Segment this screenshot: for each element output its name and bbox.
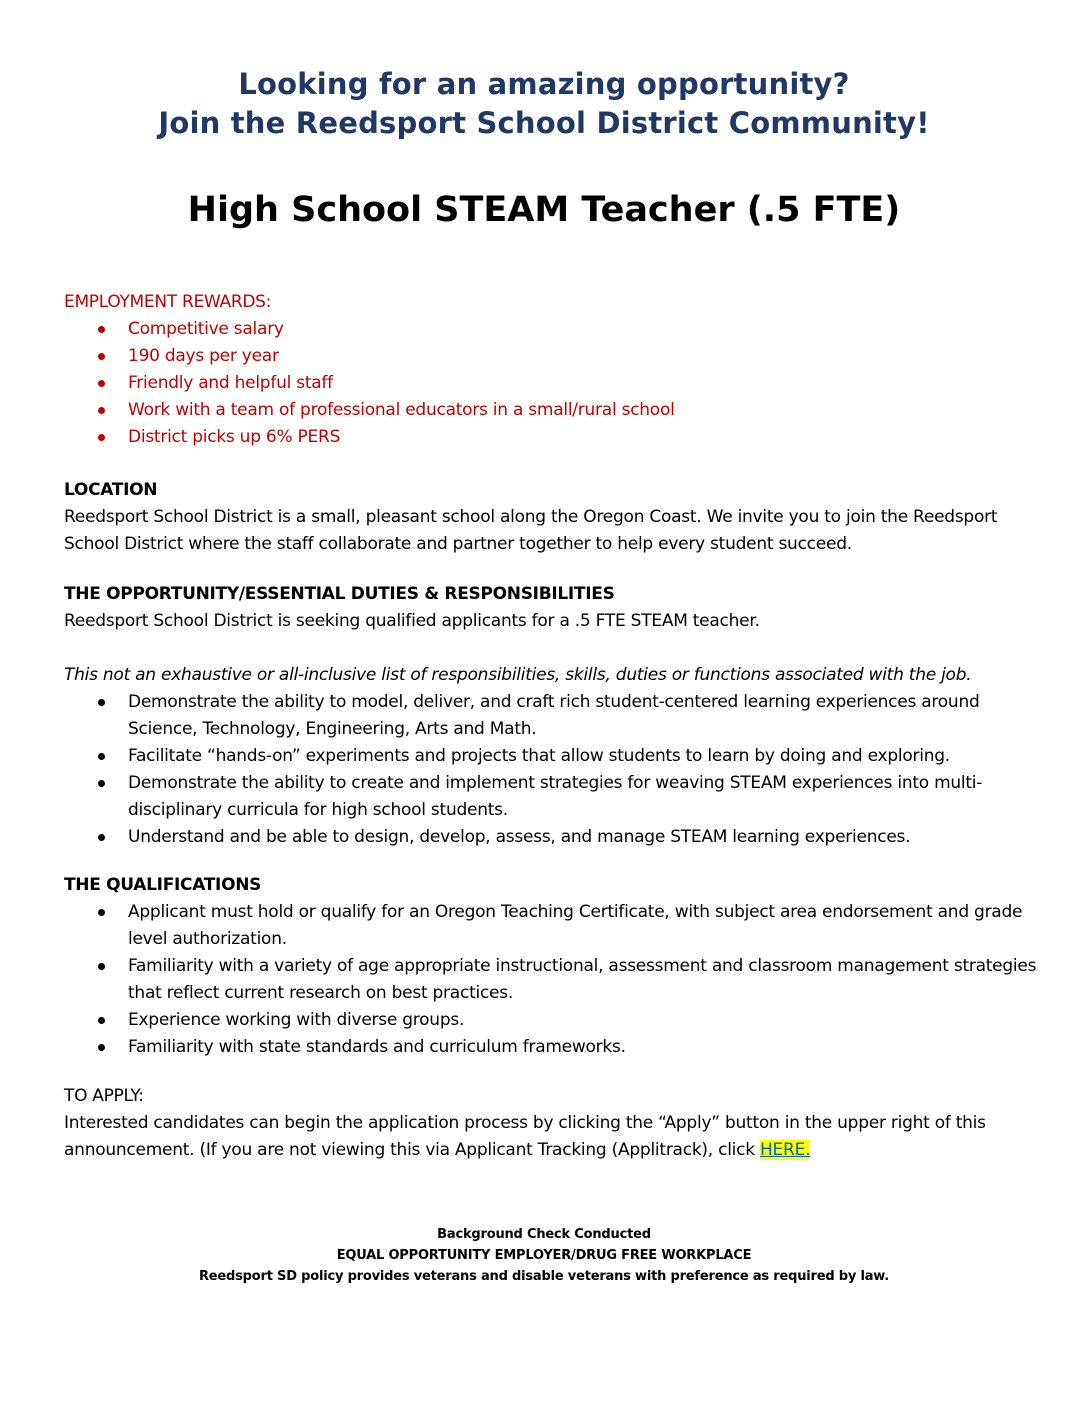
header-line-2: Join the Reedsport School District Community! bbox=[158, 106, 930, 140]
apply-heading: TO APPLY: bbox=[64, 1086, 144, 1106]
duty-item: Demonstrate the ability to create and implement strategies for weaving STEAM experiences into multi-disciplinary curricula for high school students. bbox=[64, 770, 1044, 824]
qualification-item: Applicant must hold or qualify for an Oregon Teaching Certificate, with subject area endorsement and grade level authorization. bbox=[64, 899, 1044, 953]
rewards-item: Friendly and helpful staff bbox=[64, 370, 1044, 397]
bullet-icon bbox=[98, 963, 105, 970]
duty-item: Facilitate “hands-on” experiments and projects that allow students to learn by doing and exploring. bbox=[64, 743, 1044, 770]
opportunity-text: Reedsport School District is seeking qualified applicants for a .5 FTE STEAM teacher. bbox=[64, 611, 760, 631]
bullet-icon bbox=[98, 1017, 105, 1024]
rewards-heading: EMPLOYMENT REWARDS: bbox=[64, 292, 272, 312]
location-text: Reedsport School District is a small, pleasant school along the Oregon Coast. We invite you to join the Reedsport School District where the staff collaborate and partner together to help every student succeed. bbox=[64, 507, 998, 554]
bullet-icon bbox=[98, 380, 105, 387]
bullet-icon bbox=[98, 353, 105, 360]
opportunity-heading: THE OPPORTUNITY/ESSENTIAL DUTIES & RESPONSIBILITIES bbox=[64, 584, 615, 604]
rewards-item: Work with a team of professional educators in a small/rural school bbox=[64, 397, 1044, 424]
bullet-icon bbox=[98, 834, 105, 841]
rewards-item: Competitive salary bbox=[64, 316, 1044, 343]
footer-line-3: Reedsport SD policy provides veterans and disable veterans with preference as required by law. bbox=[198, 1269, 890, 1284]
qualifications-heading: THE QUALIFICATIONS bbox=[64, 875, 262, 895]
bullet-icon bbox=[98, 780, 105, 787]
bullet-icon bbox=[98, 699, 105, 706]
apply-section bbox=[64, 1083, 1044, 1164]
opportunity-section bbox=[64, 581, 1044, 851]
duty-item: Demonstrate the ability to model, deliver, and craft rich student-centered learning experiences around Science, Technology, Engineering, Arts and Math. bbox=[64, 689, 1044, 743]
apply-here-link[interactable]: HERE. bbox=[760, 1140, 811, 1160]
bullet-icon bbox=[98, 1044, 105, 1051]
bullet-icon bbox=[98, 434, 105, 441]
rewards-item: District picks up 6% PERS bbox=[64, 424, 1044, 451]
duties-list bbox=[64, 689, 1044, 851]
footer bbox=[0, 1224, 1088, 1287]
location-heading: LOCATION bbox=[64, 480, 158, 500]
header-line-1: Looking for an amazing opportunity? bbox=[238, 67, 850, 101]
footer-line-1: Background Check Conducted bbox=[437, 1227, 651, 1242]
rewards-item: 190 days per year bbox=[64, 343, 1044, 370]
qualification-item: Experience working with diverse groups. bbox=[64, 1007, 1044, 1034]
bullet-icon bbox=[98, 753, 105, 760]
bullet-icon bbox=[98, 326, 105, 333]
rewards-list bbox=[64, 316, 1044, 451]
qualification-item: Familiarity with a variety of age appropriate instructional, assessment and classroom management strategies that reflect current research on best practices. bbox=[64, 953, 1044, 1007]
qualifications-list bbox=[64, 899, 1044, 1061]
opportunity-note: This not an exhaustive or all-inclusive list of responsibilities, skills, duties or functions associated with the job. bbox=[64, 665, 972, 685]
apply-text: Interested candidates can begin the application process by clicking the “Apply” button in the upper right of this announcement. (If you are not viewing this via Applicant Tracking (Applitrack), click HERE. bbox=[64, 1113, 986, 1160]
rewards-section bbox=[64, 289, 1044, 451]
job-title: High School STEAM Teacher (.5 FTE) bbox=[187, 190, 901, 230]
footer-line-2: EQUAL OPPORTUNITY EMPLOYER/DRUG FREE WORKPLACE bbox=[336, 1248, 752, 1263]
bullet-icon bbox=[98, 909, 105, 916]
qualification-item: Familiarity with state standards and curriculum frameworks. bbox=[64, 1034, 1044, 1061]
qualifications-section bbox=[64, 872, 1044, 1061]
location-section bbox=[64, 477, 1044, 558]
duty-item: Understand and be able to design, develop, assess, and manage STEAM learning experiences. bbox=[64, 824, 1044, 851]
bullet-icon bbox=[98, 407, 105, 414]
